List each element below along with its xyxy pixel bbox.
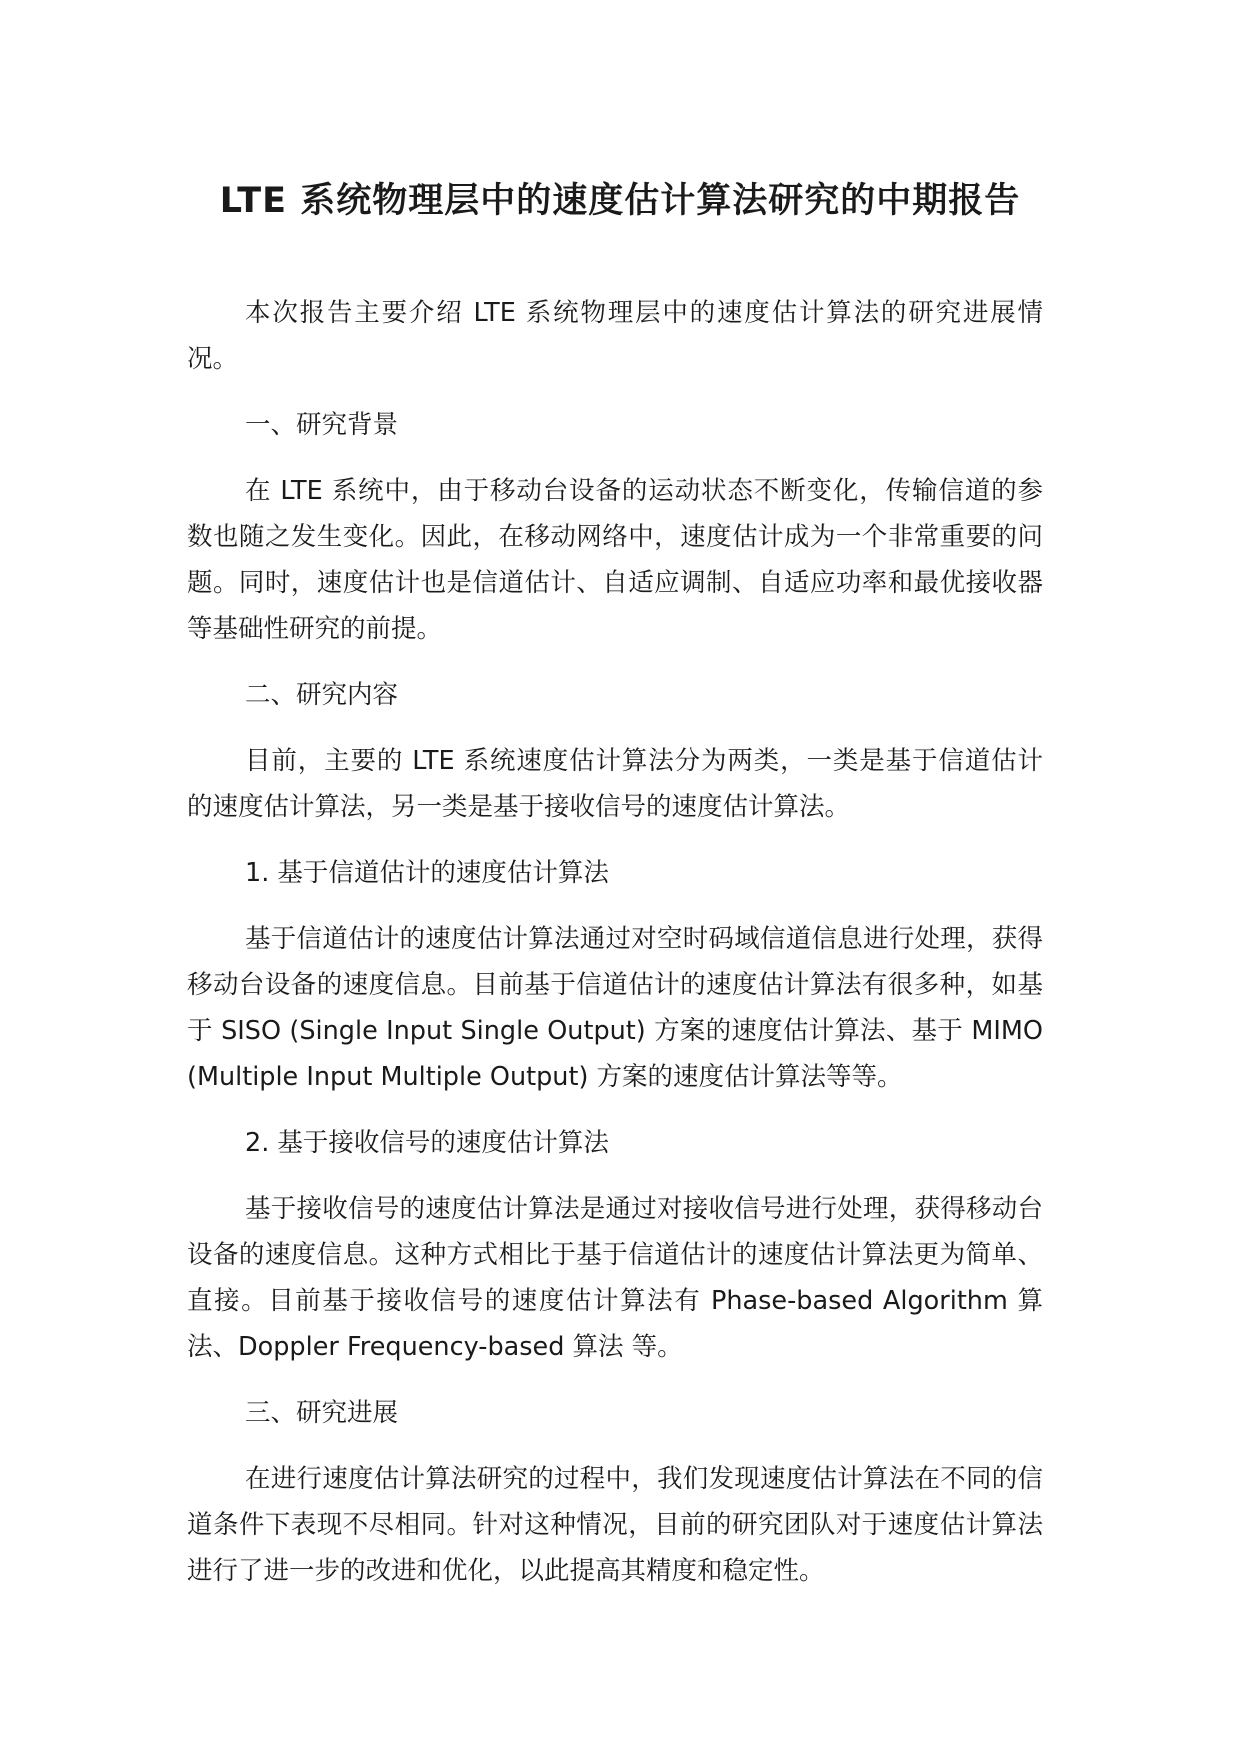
document-title: LTE 系统物理层中的速度估计算法研究的中期报告 bbox=[219, 181, 1021, 221]
document-body bbox=[187, 290, 1043, 1614]
channel-based-paragraph: 基于信道估计的速度估计算法通过对空时码域信道信息进行处理，获得移动台设备的速度信息。目前基于信道估计的速度估计算法有很多种，如基于 SISO (Single Input Single Output) 方案的速度估计算法、基于 MIMO (Multiple Input Multiple Output) 方案的速度估计算法等等。 bbox=[187, 924, 1043, 1092]
subsection-heading-channel-based: 1. 基于信道估计的速度估计算法 bbox=[245, 858, 609, 888]
signal-based-paragraph: 基于接收信号的速度估计算法是通过对接收信号进行处理，获得移动台设备的速度信息。这种方式相比于基于信道估计的速度估计算法更为简单、直接。目前基于接收信号的速度估计算法有 Phase-based Algorithm 算法、Doppler Frequency-based 算法 等。 bbox=[187, 1194, 1043, 1362]
section-heading-background: 一、研究背景 bbox=[245, 410, 399, 440]
content-paragraph: 目前，主要的 LTE 系统速度估计算法分为两类，一类是基于信道估计的速度估计算法，另一类是基于接收信号的速度估计算法。 bbox=[187, 746, 1043, 822]
section-heading-content: 二、研究内容 bbox=[245, 680, 399, 710]
progress-paragraph: 在进行速度估计算法研究的过程中，我们发现速度估计算法在不同的信道条件下表现不尽相同。针对这种情况，目前的研究团队对于速度估计算法进行了进一步的改进和优化，以此提高其精度和稳定性。 bbox=[187, 1464, 1043, 1586]
intro-paragraph: 本次报告主要介绍 LTE 系统物理层中的速度估计算法的研究进展情况。 bbox=[187, 298, 1043, 374]
subsection-heading-signal-based: 2. 基于接收信号的速度估计算法 bbox=[245, 1128, 609, 1158]
section-heading-progress: 三、研究进展 bbox=[245, 1398, 399, 1428]
background-paragraph: 在 LTE 系统中，由于移动台设备的运动状态不断变化，传输信道的参数也随之发生变化。因此，在移动网络中，速度估计成为一个非常重要的问题。同时，速度估计也是信道估计、自适应调制、自适应功率和最优接收器等基础性研究的前提。 bbox=[187, 476, 1043, 644]
